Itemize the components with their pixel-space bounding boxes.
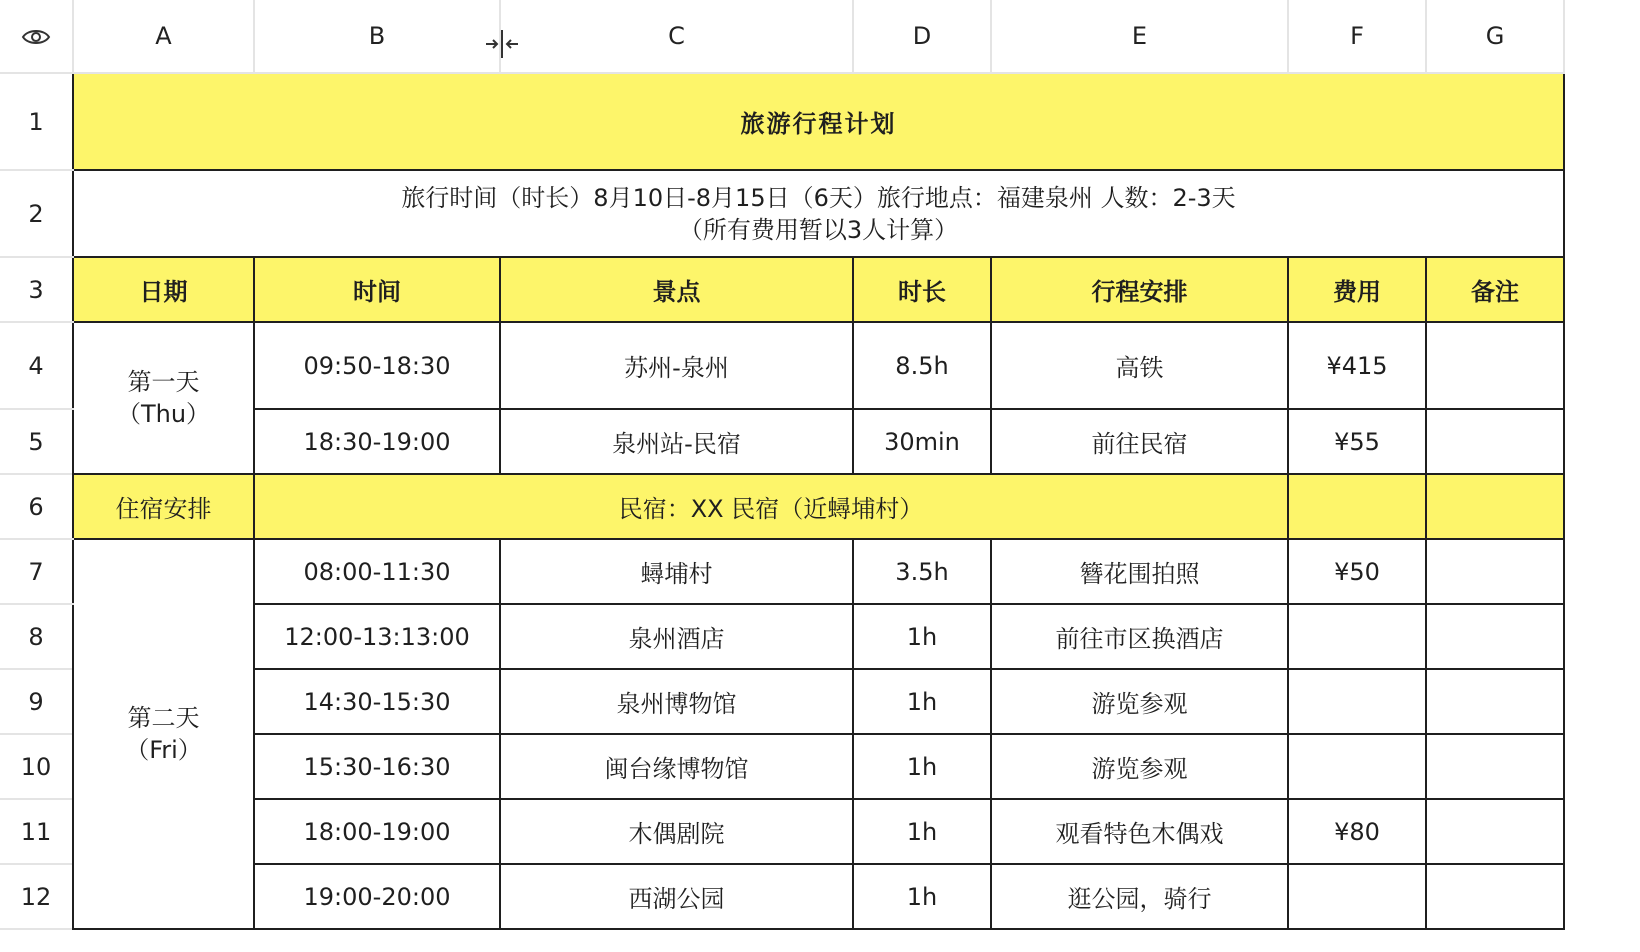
header-note[interactable]: 备注 — [1426, 257, 1564, 322]
row-header-8[interactable]: 8 — [0, 604, 73, 669]
row-header-2[interactable]: 2 — [0, 170, 73, 257]
time-cell[interactable]: 08:00-11:30 — [254, 539, 500, 604]
row-header-9[interactable]: 9 — [0, 669, 73, 734]
sheet-row-1 — [0, 73, 1564, 170]
duration-cell[interactable]: 30min — [853, 409, 991, 474]
spot-cell[interactable]: 木偶剧院 — [500, 799, 853, 864]
cost-cell[interactable]: ¥55 — [1288, 409, 1426, 474]
trip-info-line-1: 旅行时间（时长）8月10日-8月15日（6天）旅行地点：福建泉州 人数：2-3天 — [401, 183, 1236, 212]
header-spot[interactable]: 景点 — [500, 257, 853, 322]
note-cell[interactable] — [1426, 734, 1564, 799]
title-cell[interactable]: 旅游行程计划 — [73, 73, 1564, 170]
cost-cell[interactable]: ¥50 — [1288, 539, 1426, 604]
plan-cell[interactable]: 前往民宿 — [991, 409, 1288, 474]
sheet-row-7 — [0, 539, 1564, 604]
row-header-6[interactable]: 6 — [0, 474, 73, 539]
column-header-a[interactable]: A — [73, 0, 254, 73]
trip-info-line-2: （所有费用暂以3人计算） — [678, 215, 959, 244]
cost-cell[interactable] — [1288, 734, 1426, 799]
note-cell[interactable] — [1426, 604, 1564, 669]
cost-cell[interactable]: ¥415 — [1288, 322, 1426, 409]
row-header-11[interactable]: 11 — [0, 799, 73, 864]
column-resize-icon[interactable] — [484, 28, 520, 60]
row-header-10[interactable]: 10 — [0, 734, 73, 799]
plan-cell[interactable]: 观看特色木偶戏 — [991, 799, 1288, 864]
row-header-12[interactable]: 12 — [0, 864, 73, 929]
plan-cell[interactable]: 游览参观 — [991, 669, 1288, 734]
header-duration[interactable]: 时长 — [853, 257, 991, 322]
select-all-corner[interactable] — [0, 0, 73, 73]
header-date[interactable]: 日期 — [73, 257, 254, 322]
column-header-d[interactable]: D — [853, 0, 991, 73]
cost-cell[interactable] — [1288, 669, 1426, 734]
spot-cell[interactable]: 苏州-泉州 — [500, 322, 853, 409]
column-header-b[interactable]: B — [254, 0, 500, 73]
sheet-row-3 — [0, 257, 1564, 322]
spot-cell[interactable]: 蟳埔村 — [500, 539, 853, 604]
duration-cell[interactable]: 1h — [853, 799, 991, 864]
time-cell[interactable]: 14:30-15:30 — [254, 669, 500, 734]
row-header-3[interactable]: 3 — [0, 257, 73, 322]
column-header-e[interactable]: E — [991, 0, 1288, 73]
day2-weekday: （Fri） — [125, 736, 202, 764]
column-header-row — [0, 0, 1564, 73]
cost-cell[interactable] — [1288, 604, 1426, 669]
eye-icon[interactable] — [21, 27, 51, 47]
duration-cell[interactable]: 1h — [853, 734, 991, 799]
row-header-1[interactable]: 1 — [0, 73, 73, 170]
duration-cell[interactable]: 1h — [853, 669, 991, 734]
column-header-f[interactable]: F — [1288, 0, 1426, 73]
day1-label: 第一天 — [127, 368, 200, 396]
note-cell[interactable] — [1426, 539, 1564, 604]
day1-weekday: （Thu） — [116, 400, 211, 428]
spot-cell[interactable]: 闽台缘博物馆 — [500, 734, 853, 799]
note-cell[interactable] — [1426, 864, 1564, 929]
spot-cell[interactable]: 西湖公园 — [500, 864, 853, 929]
note-cell[interactable] — [1426, 409, 1564, 474]
plan-cell[interactable]: 高铁 — [991, 322, 1288, 409]
lodging-note-cell[interactable] — [1426, 474, 1564, 539]
row-header-7[interactable]: 7 — [0, 539, 73, 604]
plan-cell[interactable]: 游览参观 — [991, 734, 1288, 799]
sheet-row-4 — [0, 322, 1564, 409]
column-header-g[interactable]: G — [1426, 0, 1564, 73]
sheet-row-6 — [0, 474, 1564, 539]
time-cell[interactable]: 15:30-16:30 — [254, 734, 500, 799]
row-header-4[interactable]: 4 — [0, 322, 73, 409]
duration-cell[interactable]: 1h — [853, 864, 991, 929]
spot-cell[interactable]: 泉州博物馆 — [500, 669, 853, 734]
time-cell[interactable]: 18:30-19:00 — [254, 409, 500, 474]
day1-cell[interactable] — [73, 322, 254, 474]
note-cell[interactable] — [1426, 669, 1564, 734]
header-cost[interactable]: 费用 — [1288, 257, 1426, 322]
cost-cell[interactable]: ¥80 — [1288, 799, 1426, 864]
cost-cell[interactable] — [1288, 864, 1426, 929]
duration-cell[interactable]: 8.5h — [853, 322, 991, 409]
header-plan[interactable]: 行程安排 — [991, 257, 1288, 322]
lodging-value-cell[interactable]: 民宿：XX 民宿（近蟳埔村） — [254, 474, 1288, 539]
lodging-cost-cell[interactable] — [1288, 474, 1426, 539]
plan-cell[interactable]: 逛公园，骑行 — [991, 864, 1288, 929]
trip-info-cell[interactable] — [73, 170, 1564, 257]
row-header-5[interactable]: 5 — [0, 409, 73, 474]
sheet-row-2 — [0, 170, 1564, 257]
plan-cell[interactable]: 前往市区换酒店 — [991, 604, 1288, 669]
viewport-bottom-edge — [0, 944, 1640, 952]
time-cell[interactable]: 18:00-19:00 — [254, 799, 500, 864]
plan-cell[interactable]: 簪花围拍照 — [991, 539, 1288, 604]
duration-cell[interactable]: 3.5h — [853, 539, 991, 604]
note-cell[interactable] — [1426, 322, 1564, 409]
spot-cell[interactable]: 泉州站-民宿 — [500, 409, 853, 474]
note-cell[interactable] — [1426, 799, 1564, 864]
time-cell[interactable]: 12:00-13:13:00 — [254, 604, 500, 669]
column-header-c[interactable]: C — [500, 0, 853, 73]
duration-cell[interactable]: 1h — [853, 604, 991, 669]
day2-cell[interactable] — [73, 539, 254, 929]
time-cell[interactable]: 09:50-18:30 — [254, 322, 500, 409]
header-time[interactable]: 时间 — [254, 257, 500, 322]
spot-cell[interactable]: 泉州酒店 — [500, 604, 853, 669]
time-cell[interactable]: 19:00-20:00 — [254, 864, 500, 929]
lodging-label-cell[interactable]: 住宿安排 — [73, 474, 254, 539]
day2-label: 第二天 — [127, 704, 200, 732]
